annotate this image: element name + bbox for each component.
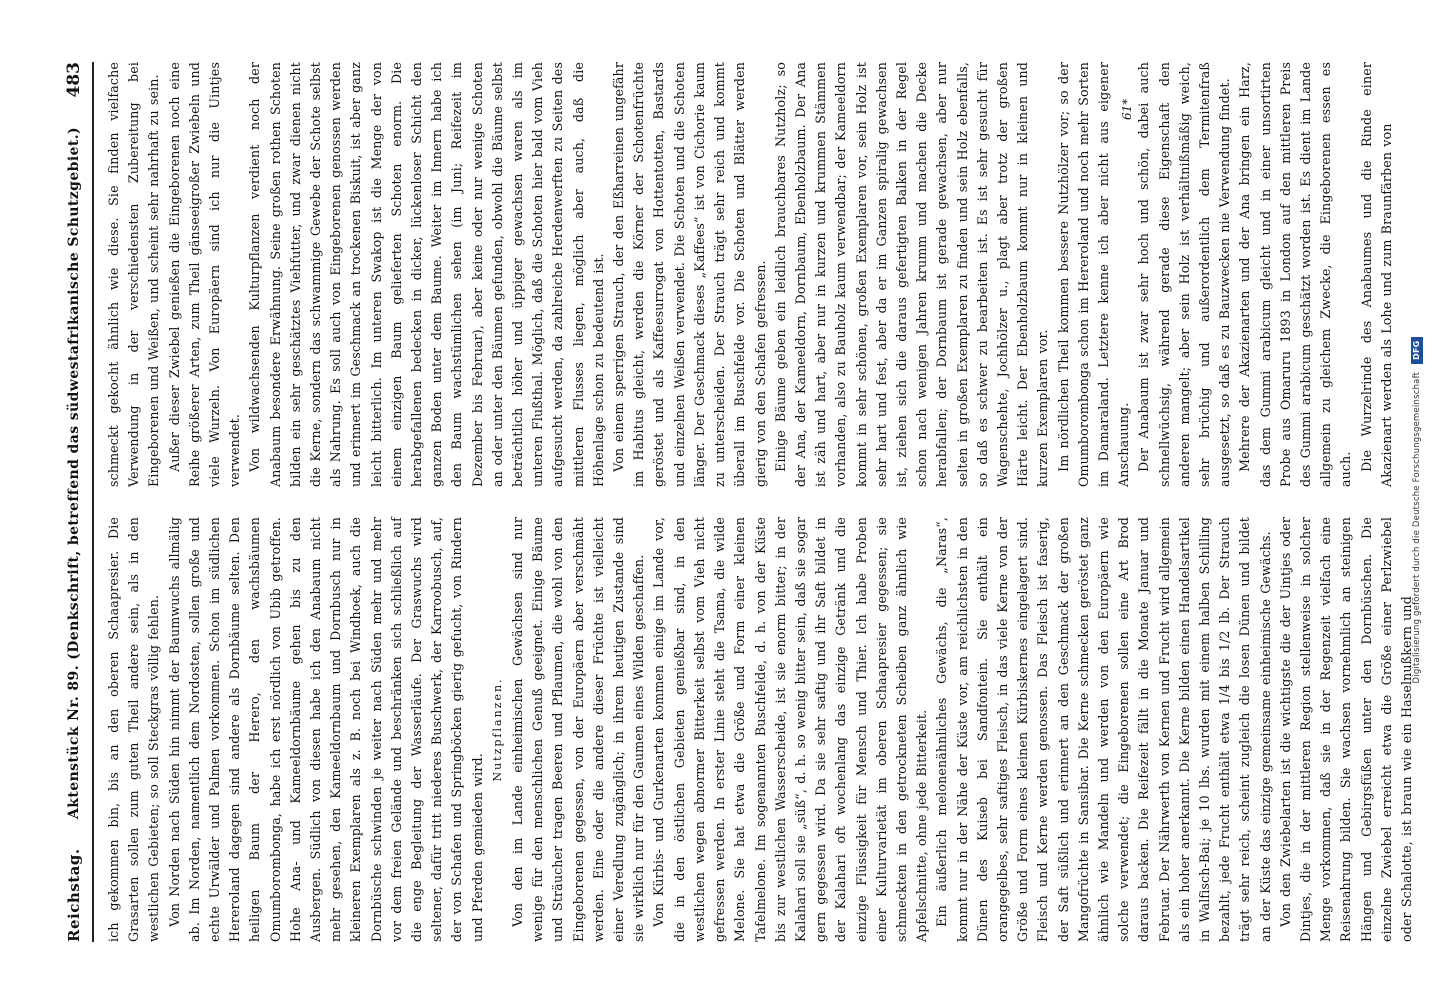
paragraph: Von den im Lande einheimischen Gewächsen sind nur wenige für den menschlichen Genuß geeignet. Einige Bäume und Sträucher tragen Beeren und Pflaumen, die wohl von den Eingeborenen gegessen, von der Europäern aber verschmäht werden. Eine oder die andere dieser Früchte ist vielleicht einer Veredlung zugänglich; in ihrem heutigen Zustande sind sie wirklich nur für den Gaumen eines Wilden geschaffen. [510, 517, 647, 942]
left-column [104, 517, 1414, 942]
paragraph: Außer dieser Zwiebel genießen die Eingeborenen noch eine Reihe größerer Arten, zum Theil gänseeigroßer Zwiebeln und viele Wurzeln. Von Europäern sind ich nur die Uintjes verwendet. [166, 62, 243, 487]
paragraph: Von wildwachsenden Kulturpflanzen verdient noch der Anabaum besondere Erwähnung. Seine großen rothen Schoten bilden ein sehr geschätztes Viehfutter, und zwar dienen nicht die Kerne, sondern das schwammige Gewebe der Schote selbst als Nahrung. Es soll auch von Eingeborenen genossen werden und erinnert im Geschmack an trockenen Biskuit, ist aber ganz leicht bitterlich. Im unteren Swakop ist die Menge der von einem einzigen Baum gelieferten Schoten enorm. Die herabgefallenen bedecken in dicker, lückenloser Schicht den ganzen Boden unter dem Baume. Weiter im Innern habe ich den Baum wachstümlichen sehen (im Juni; Reifezeit im Dezember bis Februar), aber keine oder nur wenige Schoten an oder unter den Bäumen gefunden, obwohl die Bäume selbst beträchtlich höher und üppiger gewachsen waren als im unteren Flußthal. Möglich, daß die Schoten hier bald vom Vieh aufgesucht werden, da zahlreiche Herdenwerften zu Seiten des mittleren Flusses liegen, möglich aber auch, daß die Höhenlage schon zu bedeutend ist. [247, 62, 606, 487]
right-column [104, 62, 1404, 487]
header-title: Aktenstück Nr. 89. (Denkschrift, betreffend das südwestafrikanische Schutzgebiet.) [66, 126, 82, 819]
dfg-logo: DFG [1411, 337, 1423, 364]
page-number: 483 [64, 62, 84, 98]
paragraph: Die Wurzelrinde des Anabaumes und die Rinde einer Akazienart werden als Lohe und zum Braunfärben von [1358, 62, 1394, 487]
paragraph: Von Kürbis- und Gurkenarten kommen einige im Lande vor, die in den östlichen Gebieten genießbar sind, in den westlichen wegen abnormer Bitterkeit selbst vom Vieh nicht gefressen werden. In erster Linie steht die Tsama, die wilde Melone. Sie hat etwa die Größe und Form einer kleinen Tafelmelone. Im sogenannten Buschfelde, d. h. von der Küste bis zur westlichen Wasserscheide, ist sie enorm bitter; in der Kalahari soll sie „süß“, d. h. so wenig bitter sein, daß sie sogar gern gegessen wird. Da sie sehr saftig und ihr Saft bildet in der Kalahari oft wochenlang das einzige Getränk und die einzige Flüssigkeit für Mensch und Thier. Ich habe Proben einer Kulturvarietät im oberen Schaapresier gegessen; sie schmeckten in den getrockneten Scheiben ganz ähnlich wie Apfelschnitte, ohne jede Bitterkeit. [651, 517, 930, 942]
section-subheading: Nutzpflanzen. [490, 677, 504, 782]
header-left: Reichstag. [65, 848, 83, 942]
paragraph: schmeckt gekocht ähnlich wie diese. Sie finden vielfache Verwendung in der verschiedensten Zubereitung bei Eingeborenen und Weißen, und scheint sehr nahrhaft zu sein. [106, 62, 162, 487]
paragraph: Der Anabaum ist zwar sehr hoch und schön, dabei auch schnellwüchsig, während gerade diese Eigenschaft den anderen mangelt; aber sein Holz ist verhältnißmäßig weich, sehr brüchig und außerordentlich dem Termitenfraß ausgesetzt, so daß es zu Bauzwecken nie Verwendung findet. [1136, 62, 1233, 487]
paragraph: Mehrere der Akazienarten und der Ana bringen ein Harz, das dem Gummi arabicum gleicht und in einer unsortirten Probe aus Omaruru 1893 in London auf den mittleren Preis des Gummi arabicum geschätzt worden ist. Es dient im Lande allgemein zu gleichem Zwecke, die Eingeborenen essen es auch. [1237, 62, 1354, 487]
paragraph: ich gekommen bin, bis an den oberen Schaapresier. Die Grasarten sollen zum guten Theil andere sein, als in den westlichen Gebieten; so soll Steckgras völlig fehlen. [106, 517, 162, 942]
digitization-text: Digitalisierung gefördert durch die Deutsche Forschungsgemeinschaft [1412, 371, 1422, 684]
page-header [56, 62, 94, 942]
paragraph: Einige Bäume geben ein leidlich brauchbares Nutzholz; so der Ana, der Kameeldorn, Dornbaum, Ebenholzbaum. Der Ana ist zäh und hart, aber nur in kurzen und krummen Stämmen vorhanden, also zu Bauholz kaum verwendbar; der Kameeldorn kommt in sehr schönen, großen Exemplaren vor, sein Holz ist sehr hart und fest, aber da er im Ganzen spiralig gewachsen ist, ziehen sich die daraus gefertigten Balken in der Regel schon nach wenigen Jahren krumm und machen die Decke herabfallen; der Dornbaum ist gerade gewachsen, aber nur selten in großen Exemplaren zu finden und sein Holz ebenfalls, so daß es schwer zu bearbeiten ist. Es ist sehr gesucht für Wagenschehte, Jochhölzer u., plagt aber trotz der großen Härte leicht. Der Ebenholzbaum kommt nur in kleinen und kurzen Exemplaren vor. [772, 62, 1051, 487]
paragraph: Im nördlichen Theil kommen bessere Nutzhölzer vor; so der Omumborombonga schon im Hereroland und noch mehr Sorten im Damaraland. Letztere kenne ich aber nicht aus eigener Anschauung. [1055, 62, 1132, 487]
sheet-signature: 61* [1120, 98, 1134, 120]
paragraph: Ein äußerlich melonenähnliches Gewächs, die „Naras“, kommt nur in der Nähe der Küste vor, am reichlichsten in den Dünen des Kuiseb bei Sandfontein. Sie enthält ein orangegelbes, sehr saftiges Fleisch, in das viele Kerne von der Größe und Form eines kleinen Kürbiskernes eingelagert sind. Fleisch und Kerne werden genossen. Das Fleisch ist faserig, der Saft süßlich und erinnert an den Geschmack der großen Mangofrüchte in Sansibar. Die Kerne schmecken geröstet ganz ähnlich wie Mandeln und werden von den Europäern wie solche verwendet; die Eingeborenen sollen eine Art Brod daraus backen. Die Reifezeit fällt in die Monate Januar und Februar. Der Nährwerth von Kernen und Frucht wird allgemein als ein hoher anerkannt. Die Kerne bilden einen Handelsartikel in Walfisch-Bai; je 10 lbs. wurden mit einem halben Schilling bezahlt, jede Frucht enthält etwa 1/4 bis 1/2 lb. Der Strauch trägt sehr reich, scheint zugleich die losen Dünen und bildet an der Küste das einzige gemeinsame einheimische Gewächs. [934, 517, 1273, 942]
paragraph: Von Norden nach Süden hin nimmt der Baumwuchs allmälig ab. Im Norden, namentlich dem Nordosten, sollen große und echte Urwälder und Palmen vorkommen. Schon im südlichen Hereroland dagegen sind andere als Dornbäume selten. Den heiligen Baum der Herero, den wachsbäumen Omumborombonga, habe ich erst nördlich von Ubib getroffen. Hohe Ana- und Kameeldornbäume gehen bis zu den Ausbergen. Südlich von diesen habe ich den Anabaum nicht mehr gesehen, den Kameeldornbaum und Dornbusch nur in kleineren Exemplaren als z. B. noch bei Windhoek, auch die Dornbüsche schwinden je weiter nach Süden mehr und mehr vor dem freien Gelände und beschränken sich schließlich auf die enge Begleitung der Wasserläufe. Der Graswuchs wird seltener, dafür tritt niederes Buschwerk, der Karroobusch, auf, der von Schafen und Springböcken gierig gefucht, von Rindern und Pferden gemieden wird. [166, 517, 485, 942]
digitization-notice [1408, 40, 1426, 980]
paragraph: Von den Zwiebelarten ist die wichtigste die der Uintjes oder Dintjes, die in der mittleren Region stellenweise in solcher Menge vorkommen, daß sie in der Regenzeit vielfach eine Reisenahrung bilden. Sie wachsen vornehmlich an steinigen Hängen und Gebirgsfüßen unter den Dornbüschen. Die einzelne Zwiebel erreicht etwa die Größe einer Perlzwiebel oder Schalotte, ist braun wie ein Haselnußkern und [1277, 517, 1414, 942]
paragraph: Von einem sperrigen Strauch, der den Eßharreinen ungefähr im Habitus gleicht, werden die Körner der Schotenfrüchte geröstet und als Kaffeesurrogat von Hottentotten, Bastards und einzelnen Weißen verwendet. Die Schoten und die Schoten länger. Der Geschmack dieses „Kaffees“ ist von Cichorie kaum zu unterscheiden. Der Strauch trägt sehr reich und kommt überall im Buschfelde vor. Die Schoten und Blätter werden gierig von den Schafen gefressen. [611, 62, 768, 487]
